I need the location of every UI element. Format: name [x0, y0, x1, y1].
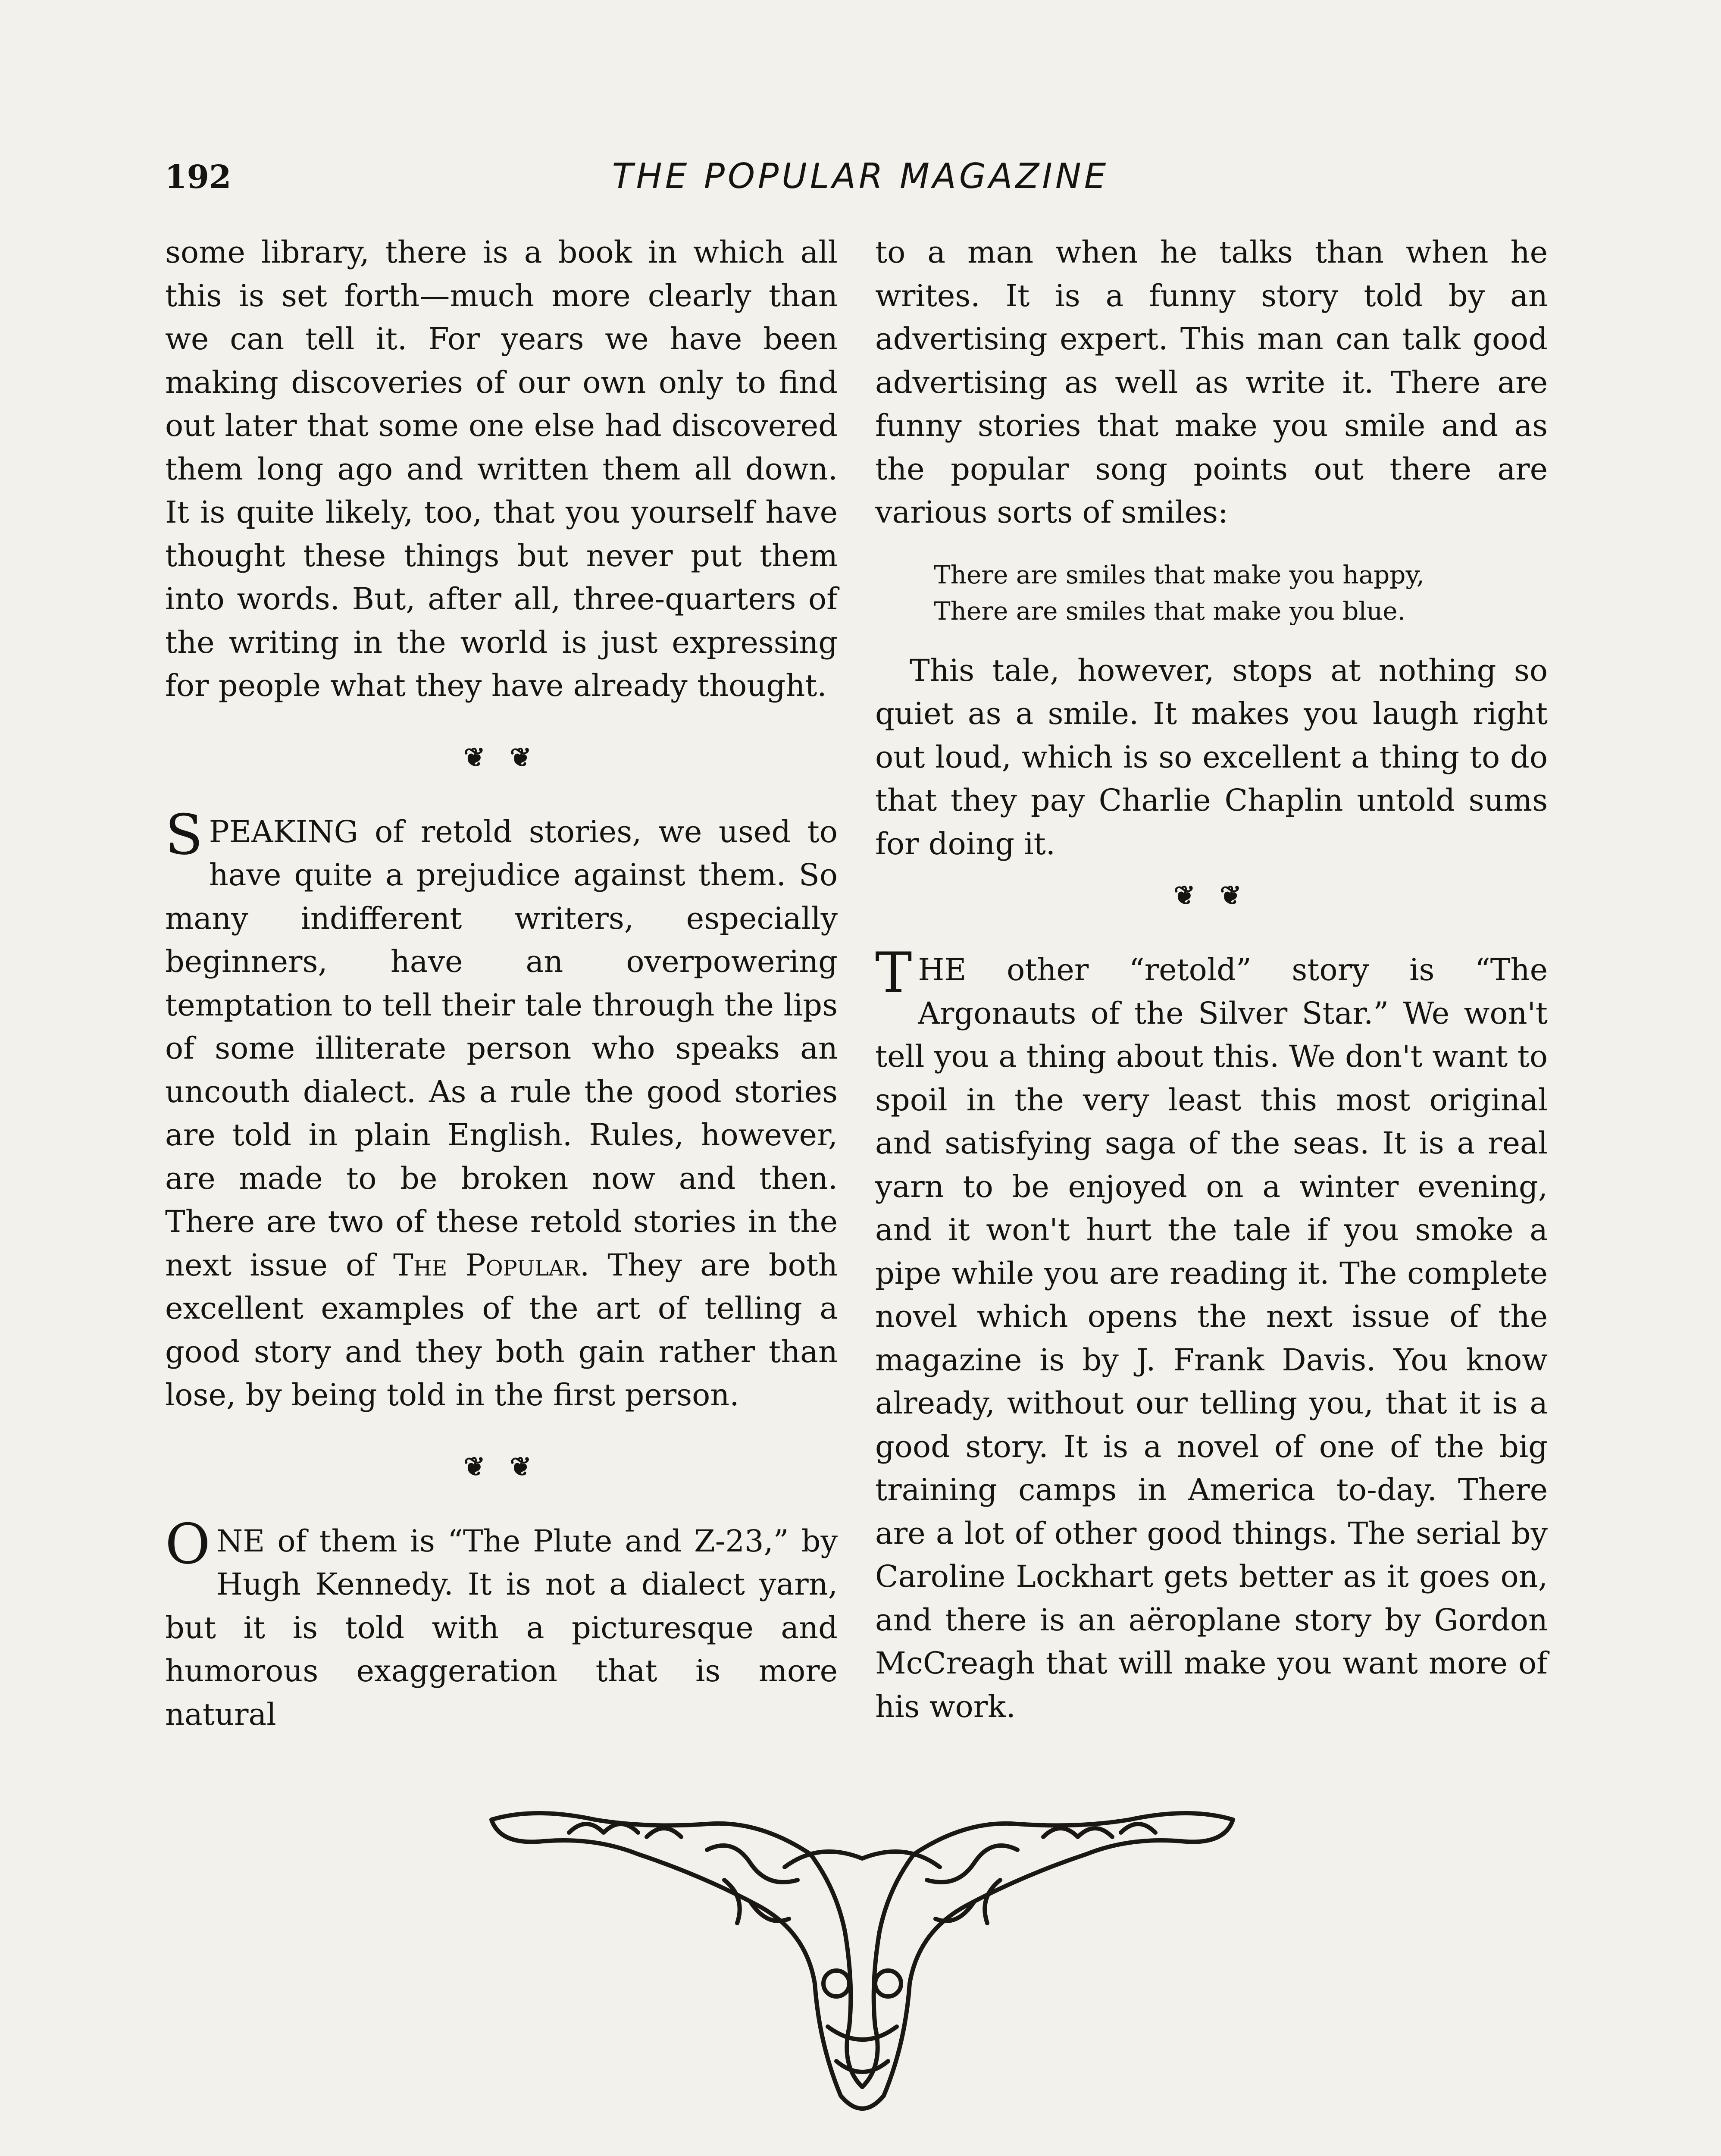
floral-tailpiece-ornament — [483, 1802, 1242, 2139]
drop-cap: T — [875, 941, 912, 1005]
magazine-name: The Popular — [393, 1247, 580, 1283]
verse-line: There are smiles that make you happy, — [934, 560, 1424, 589]
paragraph-library: some library, there is a book in which all this is set forth—much more clearly than we can tell it. For years we have been making discoveries of our own only to find out later that some one else had discovered them long ago and written them all down. It is quite likely, too, that you yourself have thought these things but never put them into words. But, after all, three-quarters of the writing in the world is just expressing for people what they have already thought. — [165, 235, 838, 703]
section-ornament: ❦ ❦ — [463, 1451, 539, 1482]
section-ornament: ❦ ❦ — [1173, 881, 1249, 911]
drop-cap: S — [165, 802, 203, 867]
paragraph-text: HE other “retold” story is “The Argonauts of the Silver Star.” We won't tell you a thing about this. We don't want to spoil in the very least this most original and satisfying saga of the seas. It is a real yarn to be enjoyed on a winter evening, and it won't hurt the tale if you smoke a pipe while you are reading it. The complete novel which opens the next issue of the magazine is by J. Frank Davis. You know already, without our telling you, that it is a good story. It is a novel of one of the big training camps in America to-day. There are a lot of other good things. The serial by Caroline Lockhart gets better as it goes on, and there is an aëroplane story by Gordon McCreagh that will make you want more of his work. — [875, 952, 1548, 1724]
running-title: THE POPULAR MAGAZINE — [612, 156, 1109, 196]
drop-cap: O — [165, 1512, 210, 1576]
paragraph-text: NE of them is “The Plute and Z-23,” by Hugh Kennedy. It is not a dialect yarn, but it is told with a picturesque and humorous exaggeration that is more natural — [165, 1523, 838, 1732]
paragraph-tale: This tale, however, stops at nothing so quiet as a smile. It makes you laugh right out loud, which is so excellent a thing to do that they pay Charlie Chaplin untold sums for doing it. — [875, 652, 1548, 862]
left-column — [165, 231, 838, 1736]
paragraph-text: PEAKING of retold stories, we used to have quite a prejudice against them. So many indifferent writers, especially beginners, have an overpowering temptation to tell their tale through the lips of some illiterate person who speaks an uncouth dialect. As a rule the good stories are told in plain English. Rules, however, are made to be broken now and then. There are two of these retold stories in the next issue of — [165, 814, 838, 1283]
section-ornament: ❦ ❦ — [463, 742, 539, 773]
song-verse — [934, 557, 1548, 629]
paragraph-talks: to a man when he talks than when he writes. It is a funny story told by an advertising expert. This man can talk good advertising as well as write it. There are funny stories that make you smile and as the popular song points out there are various sorts of smiles: — [875, 235, 1548, 530]
page-number: 192 — [165, 159, 232, 196]
paragraph-one-of-them — [165, 1512, 838, 1736]
paragraph-text: . They are both excellent examples of the art of telling a good story and they both gain rather than lose, by being told in the first person. — [165, 1247, 838, 1413]
paragraph-other-retold — [875, 941, 1548, 1728]
verse-line: There are smiles that make you blue. — [934, 596, 1406, 626]
paragraph-speaking — [165, 802, 838, 1417]
right-column — [875, 231, 1548, 1728]
